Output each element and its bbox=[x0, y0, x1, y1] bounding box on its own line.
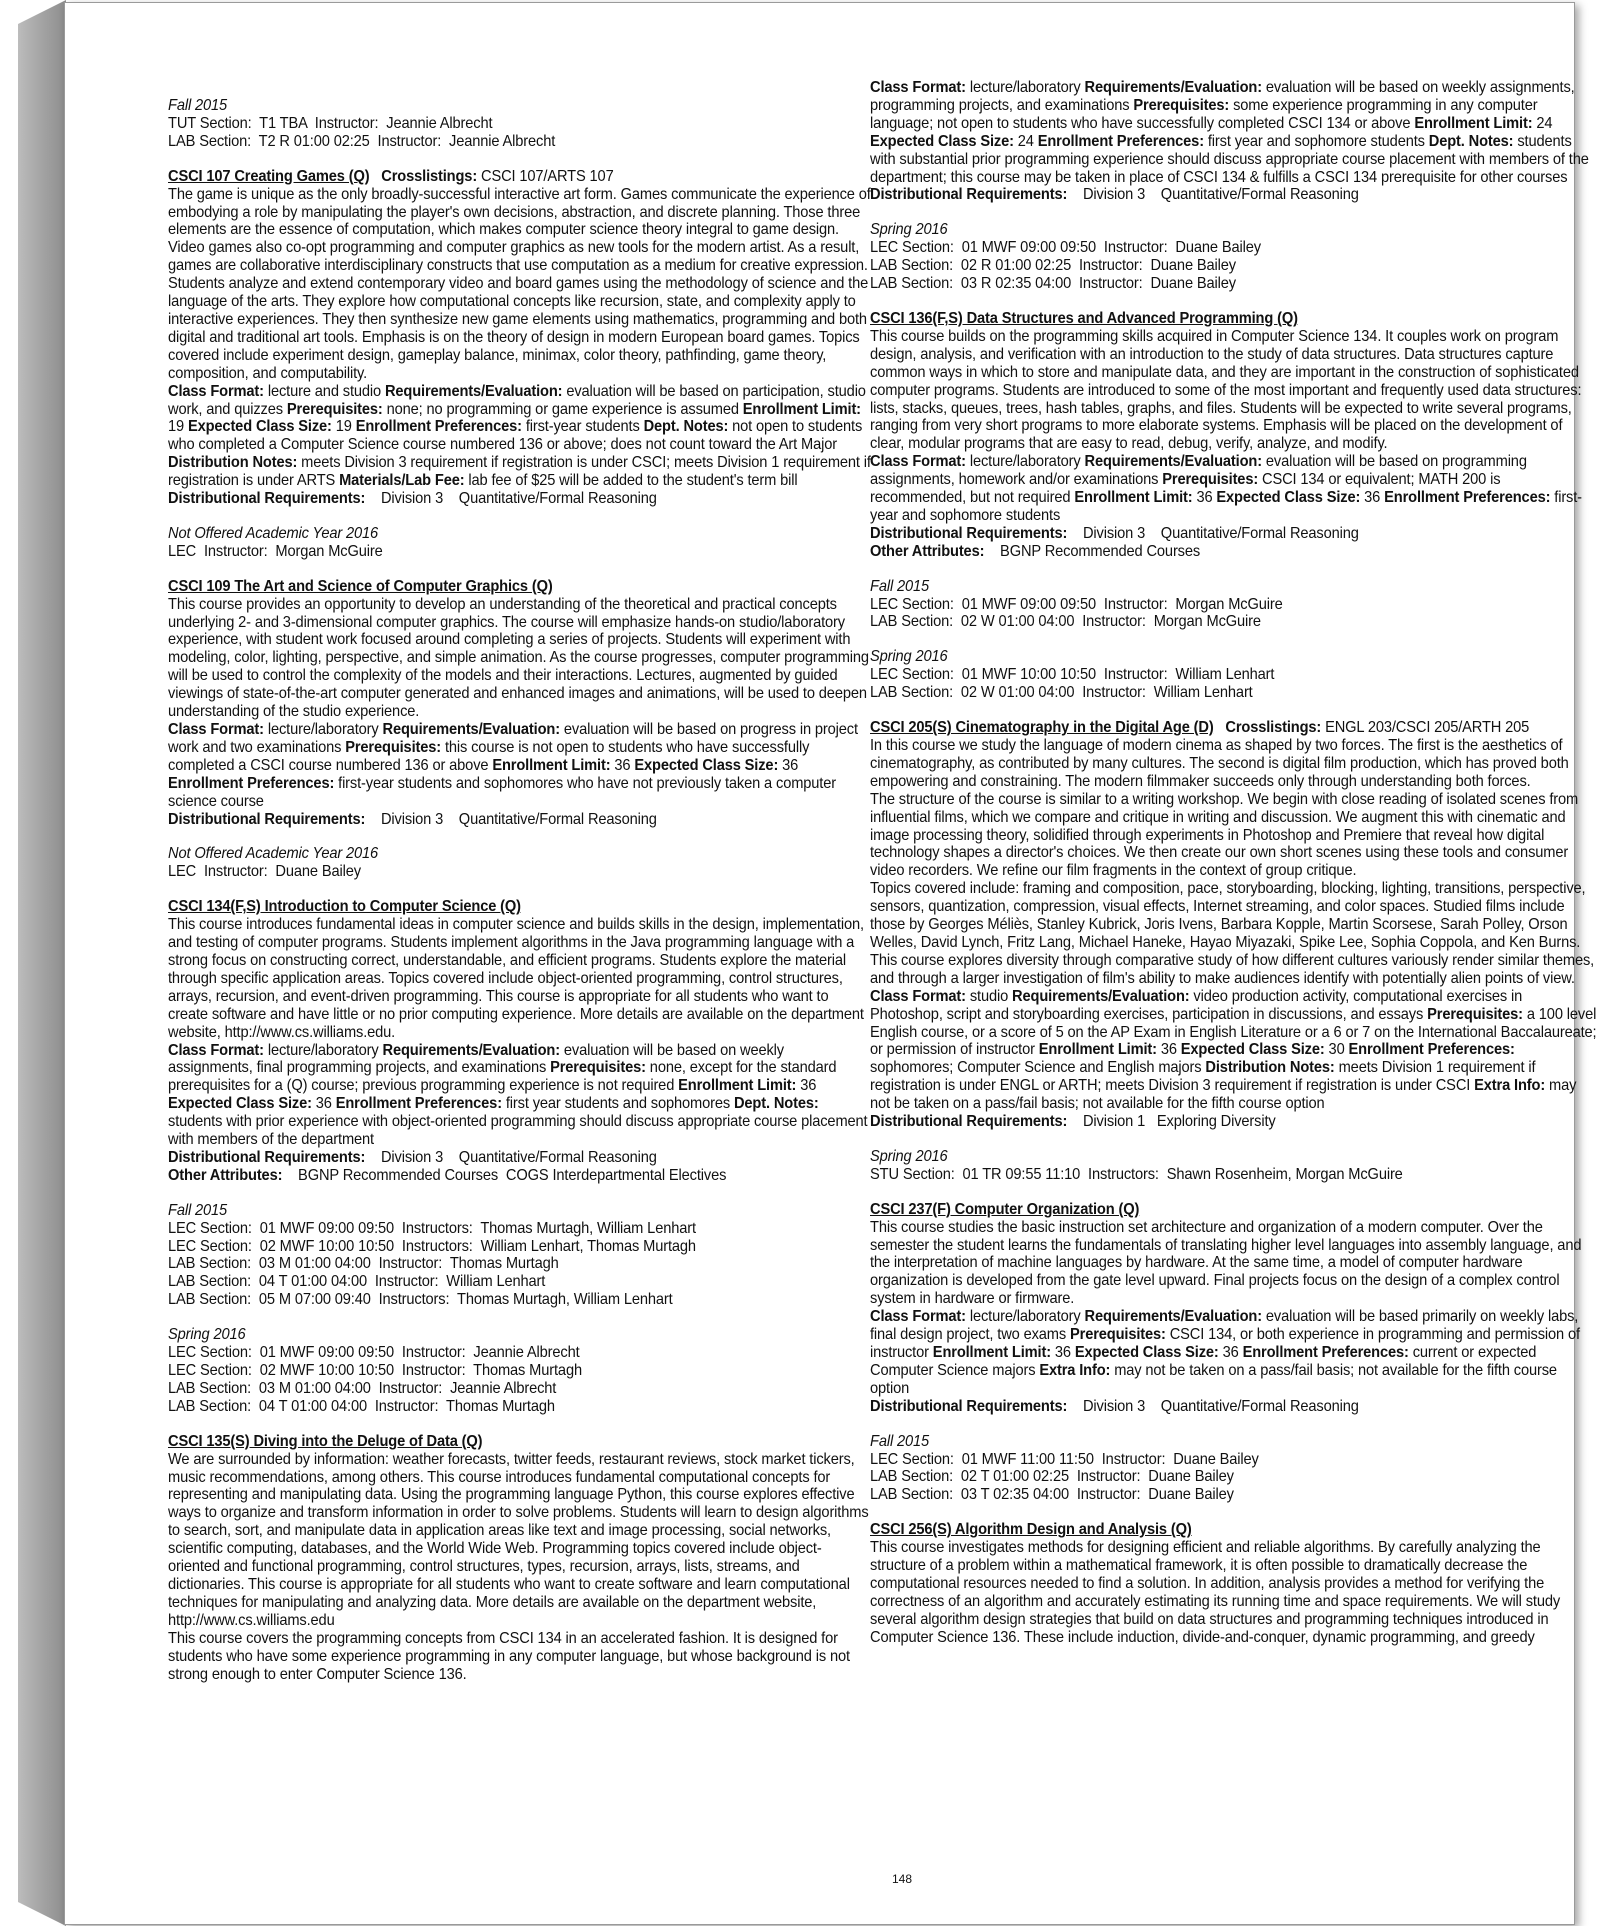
distributional-requirements: Distributional Requirements: Division 3 Quantitative/Formal Reasoning bbox=[168, 490, 657, 508]
course-csci134 bbox=[168, 898, 871, 1185]
course-description-cont: Topics covered include: framing and composition, pace, storyboarding, blocking, lighting, transitions, perspective, sensors, quantization, compression, visual effects, Internet streaming, and color spaces. Studied films include those by Georges Méliès, Stanley Kubrick, Joris Ivens, Barbara Kopple, Martin Scorsese, Sarah Polley, Orson Welles, David Lynch, Fritz Lang, Michael Haneke, Hayao Miyazaki, Spike Lee, Sophia Coppola, and Ken Burns. This course explores diversity through comparative study of how different cultures variously render similar themes, and through a larger investigation of film's ability to make audiences identify with potentially alien points of view. bbox=[870, 880, 1595, 987]
section-line: LEC Section: 01 MWF 10:00 10:50 Instructor: William Lenhart bbox=[870, 666, 1275, 684]
section-line: LAB Section: 03 M 01:00 04:00 Instructor: Jeannie Albrecht bbox=[168, 1379, 557, 1397]
crosslistings-label: Crosslistings: bbox=[1225, 719, 1322, 737]
semester-header: Fall 2015 bbox=[168, 1201, 228, 1219]
course-description: This course builds on the programming skills acquired in Computer Science 134. It couples work on program design, analysis, and verification with an introduction to the study of data structures. Data structures capture common ways in which to store and manipulate data, and they are important in the construction of sophisticated computer programs. Students are introduced to some of the most important and frequently used data structures: lists, stacks, queues, trees, hash tables, graphs, and files. Students will be expected to write several programs, ranging from very short programs to more elaborate systems. Emphasis will be placed on the development of clear, modular programs that are easy to read, debug, verify, analyze, and modify. bbox=[870, 327, 1582, 453]
course-title: CSCI 256(S) Algorithm Design and Analysis (Q) bbox=[870, 1521, 1192, 1539]
section-line: LEC Section: 02 MWF 10:00 10:50 Instructor: Thomas Murtagh bbox=[168, 1362, 582, 1379]
course-details: Class Format: lecture and studio Requirements/Evaluation: evaluation will be based on participation, studio work, and quizzes Prerequisites: none; no programming or game experience is assumed Enrollment Limit: 19 Expected Class Size: 19 Enrollment Preferences: first-year students Dept. Notes: not open to students who completed a Computer Science course numbered 136 or above; does not count toward the Art Major Distribution Notes: meets Division 3 requirement if registration is under CSCI; meets Division 1 requirement if registration is under ARTS Materials/Lab Fee: lab fee of $25 will be added to the student's term bill bbox=[168, 382, 871, 490]
crosslistings-value: ENGL 203/CSCI 205/ARTH 205 bbox=[1321, 719, 1530, 737]
section-line: LAB Section: 05 M 07:00 09:40 Instructors: Thomas Murtagh, William Lenhart bbox=[168, 1291, 673, 1309]
crosslistings-label: Crosslistings: bbox=[381, 167, 478, 185]
course-title: CSCI 205(S) Cinematography in the Digital Age (D) bbox=[870, 719, 1214, 737]
left-column bbox=[168, 97, 871, 1683]
section-line: LEC Section: 01 MWF 11:00 11:50 Instructor: Duane Bailey bbox=[870, 1450, 1259, 1468]
course-csci135 bbox=[168, 1433, 871, 1684]
distributional-requirements: Distributional Requirements: Division 1 Exploring Diversity bbox=[870, 1113, 1276, 1131]
semester-header: Spring 2016 bbox=[870, 648, 948, 666]
section-line: LAB Section: 02 R 01:00 02:25 Instructor: Duane Bailey bbox=[870, 257, 1236, 275]
section-line: LAB Section: 04 T 01:00 04:00 Instructor: Thomas Murtagh bbox=[168, 1397, 555, 1415]
course-title: CSCI 135(S) Diving into the Deluge of Data (Q) bbox=[168, 1432, 483, 1450]
distributional-requirements: Distributional Requirements: Division 3 Quantitative/Formal Reasoning bbox=[168, 810, 657, 828]
distributional-requirements: Distributional Requirements: Division 3 Quantitative/Formal Reasoning bbox=[870, 186, 1359, 204]
semester-header: Not Offered Academic Year 2016 bbox=[168, 845, 379, 863]
course-title: CSCI 237(F) Computer Organization (Q) bbox=[870, 1200, 1140, 1218]
section-line: LEC Section: 01 MWF 09:00 09:50 Instructor: Jeannie Albrecht bbox=[168, 1344, 580, 1362]
semester-header: Fall 2015 bbox=[870, 577, 930, 595]
distributional-requirements: Distributional Requirements: Division 3 Quantitative/Formal Reasoning bbox=[168, 1148, 657, 1166]
section-line: LAB Section: 04 T 01:00 04:00 Instructor: William Lenhart bbox=[168, 1273, 546, 1291]
section-line: LAB Section: 03 M 01:00 04:00 Instructor: Thomas Murtagh bbox=[168, 1255, 559, 1273]
other-attributes: Other Attributes: BGNP Recommended Courses bbox=[870, 542, 1201, 560]
distributional-requirements: Distributional Requirements: Division 3 Quantitative/Formal Reasoning bbox=[870, 524, 1359, 542]
course-title: CSCI 109 The Art and Science of Computer Graphics (Q) bbox=[168, 577, 553, 595]
course-details: Class Format: lecture/laboratory Requirements/Evaluation: evaluation will be based on weekly assignments, final programming projects, and examinations Prerequisites: none, except for the standard prerequisites for a (Q) course; previous programming experience is not required Enrollment Limit: 36 Expected Class Size: 36 Enrollment Preferences: first year students and sophomores Dept. Notes: students with prior experience with object-oriented programming should discuss appropriate course placement with members of the department bbox=[168, 1041, 868, 1149]
course-title: CSCI 134(F,S) Introduction to Computer Science (Q) bbox=[168, 898, 521, 916]
course-details: Class Format: lecture/laboratory Requirements/Evaluation: evaluation will be based on programming assignments, homework and/or examinations Prerequisites: CSCI 134 or equivalent; MATH 200 is recommended, but not required Enrollment Limit: 36 Expected Class Size: 36 Enrollment Preferences: first-year and sophomore students bbox=[870, 453, 1582, 524]
course-description: This course investigates methods for designing efficient and reliable algorithms. By carefully analyzing the structure of a problem within a mathematical framework, it is often possible to dramatically decrease the computational resources needed to find a solution. In addition, analysis provides a method for verifying the correctness of an algorithm and accurately estimating its running time and space requirements. We will study several algorithm design strategies that build on data structures and programming techniques introduced in Computer Science 136. These include induction, divide-and-conquer, dynamic programming, and greedy bbox=[870, 1539, 1561, 1646]
catalog-page bbox=[64, 2, 1597, 1925]
course-title: CSCI 136(F,S) Data Structures and Advanced Programming (Q) bbox=[870, 309, 1298, 327]
crosslistings-value: CSCI 107/ARTS 107 bbox=[477, 167, 614, 185]
page-number: 148 bbox=[892, 1872, 913, 1886]
section-line: LEC Instructor: Morgan McGuire bbox=[168, 542, 383, 560]
course-description: This course provides an opportunity to develop an understanding of the theoretical and practical concepts underlying 2- and 3-dimensional computer graphics. The course will emphasize hands-on studio/laboratory experience, with student work focused around completing a series of projects. Students will experiment with modeling, color, lighting, perspective, and simple animation. As the course progresses, computer programming will be used to control the complexity of the models and their interactions. Lectures, augmented by guided viewings of state-of-the-art computer generated and enhanced images and animations, will be used to deepen understanding of the studio experience. bbox=[168, 595, 869, 721]
course-description: We are surrounded by information: weather forecasts, twitter feeds, restaurant reviews, stock market tickers, music recommendations, among others. This course introduces fundamental computational concepts for representing and manipulating data. Using the programming language Python, this course explores effective ways to organize and transform information in order to solve problems. Students will learn to design algorithms to search, sort, and manipulate data in application areas like text and image processing, social networks, scientific computing, databases, and the World Wide Web. Programming topics covered include object-oriented and functional programming, control structures, types, recursion, arrays, lists, streams, and dictionaries. This course is appropriate for all students who want to create software and learn computational techniques for manipulating and analyzing data. More details are available on the department website, http://www.cs.williams.edu bbox=[168, 1450, 869, 1629]
semester-header: Spring 2016 bbox=[168, 1326, 246, 1344]
course-csci135-continued bbox=[870, 79, 1597, 204]
section-line: LAB Section: T2 R 01:00 02:25 Instructor: Jeannie Albrecht bbox=[168, 132, 556, 150]
section-line: TUT Section: T1 TBA Instructor: Jeannie Albrecht bbox=[168, 114, 493, 132]
semester-header: Fall 2015 bbox=[870, 1432, 930, 1450]
section-line: LEC Section: 01 MWF 09:00 09:50 Instructor: Morgan McGuire bbox=[870, 595, 1283, 613]
section-line: LEC Section: 02 MWF 10:00 10:50 Instructors: William Lenhart, Thomas Murtagh bbox=[168, 1237, 696, 1255]
course-description: In this course we study the language of modern cinema as shaped by two forces. The first is the aesthetics of cinematography, as contributed by many cultures. The second is digital film production, which has proved both empowering and constraining. The modern filmmaker succeeds only through understanding both forces. bbox=[870, 737, 1569, 790]
course-title: CSCI 107 Creating Games (Q) bbox=[168, 167, 370, 185]
course-csci109 bbox=[168, 578, 871, 829]
semester-header: Spring 2016 bbox=[870, 221, 948, 239]
course-description: This course studies the basic instruction set architecture and organization of a modern computer. Over the semester the student learns the fundamentals of translating higher level languages into assembly language, and the interpretation of machine languages by hardware. At the same time, a model of computer hardware organization is developed from the gate level upward. Final projects focus on the design of a complex control system in hardware or firmware. bbox=[870, 1218, 1582, 1308]
course-details: Class Format: studio Requirements/Evaluation: video production activity, computational exercises in Photoshop, script and storyboarding exercises, participation in discussions, and essays Prerequisites: a 100 level English course, or a score of 5 on the AP Exam in English Literature or a 6 or 7 on the International Baccalaureate; or permission of instructor Enrollment Limit: 36 Expected Class Size: 30 Enrollment Preferences: sophomores; Computer Science and English majors Distribution Notes: meets Division 1 requirement if registration is under ENGL or ARTH; meets Division 3 requirement if registration is under CSCI Extra Info: may not be taken on a pass/fail basis; not available for the fifth course option bbox=[870, 987, 1597, 1113]
course-description-cont: This course covers the programming concepts from CSCI 134 in an accelerated fashion. It is designed for students who have some experience programming in any computer language, but whose background is not strong enough to enter Computer Science 136. bbox=[168, 1629, 850, 1683]
section-line: LAB Section: 02 W 01:00 04:00 Instructor: William Lenhart bbox=[870, 684, 1253, 702]
course-csci136 bbox=[870, 310, 1597, 561]
course-csci256 bbox=[870, 1521, 1597, 1646]
semester-header: Fall 2015 bbox=[168, 97, 228, 114]
section-line: LAB Section: 02 W 01:00 04:00 Instructor: Morgan McGuire bbox=[870, 613, 1261, 631]
course-description: The game is unique as the only broadly-successful interactive art form. Games communicate the experience of embodying a role by manipulating the player's own decisions, abstraction, and discrete planning. Those three elements are the essence of computation, which makes computer science theory integral to game design. Video games also co-opt programming and computer graphics as new tools for the modern artist. As a result, games are collaborative interdisciplinary constructs that use computation as a medium for creative expression. Students analyze and extend contemporary video and board games using the methodology of science and the language of the arts. They explore how computational concepts like recursion, state, and complexity apply to interactive experiences. They then synthesize new game elements using mathematics, programming and both digital and traditional art tools. Emphasis is on the theory of design in modern European board games. Topics covered include experiment design, gameplay balance, minimax, color theory, pathfinding, game theory, composition, and computability. bbox=[168, 185, 871, 382]
course-details: Class Format: lecture/laboratory Requirements/Evaluation: evaluation will be based on weekly assignments, programming projects, and examinations Prerequisites: some experience programming in any computer language; not open to students who have successfully completed CSCI 134 or above Enrollment Limit: 24 Expected Class Size: 24 Enrollment Preferences: first year and sophomore students Dept. Notes: students with substantial prior programming experience should discuss appropriate course placement with members of the department; this course may be taken in place of CSCI 134 & fulfills a CSCI 134 prerequisite for other courses bbox=[870, 79, 1589, 186]
semester-header: Not Offered Academic Year 2016 bbox=[168, 524, 379, 542]
course-description: This course introduces fundamental ideas in computer science and builds skills in the design, implementation, and testing of computer programs. Students implement algorithms in the Java programming language with a strong focus on constructing correct, understandable, and efficient programs. Students explore the material through specific application areas. Topics covered include object-oriented programming, control structures, arrays, recursion, and event-driven programming. This course is appropriate for all students who want to create software and have little or no prior computing experience. More details are available on the department website, http://www.cs.williams.edu. bbox=[168, 916, 864, 1041]
section-line: LEC Section: 01 MWF 09:00 09:50 Instructors: Thomas Murtagh, William Lenhart bbox=[168, 1219, 696, 1237]
course-description-cont: The structure of the course is similar to a writing workshop. We begin with close reading of isolated scenes from influential films, which we compare and critique in writing and discussion. We augment this with cinematic and image processing theory, solidified through experiments in Photoshop and Premiere that reveal how digital technology shapes a director's choices. We then create our own short scenes using these tools and consumer video recorders. We refine our film fragments in the context of group critique. bbox=[870, 790, 1579, 880]
section-line: STU Section: 01 TR 09:55 11:10 Instructors: Shawn Rosenheim, Morgan McGuire bbox=[870, 1165, 1403, 1183]
course-csci205 bbox=[870, 719, 1597, 1131]
book-spine bbox=[0, 0, 66, 1926]
distributional-requirements: Distributional Requirements: Division 3 Quantitative/Formal Reasoning bbox=[870, 1397, 1359, 1415]
section-line: LAB Section: 02 T 01:00 02:25 Instructor: Duane Bailey bbox=[870, 1468, 1234, 1486]
course-details: Class Format: lecture/laboratory Requirements/Evaluation: evaluation will be based primarily on weekly labs, final design project, two exams Prerequisites: CSCI 134, or both experience in programming and permission of instructor Enrollment Limit: 36 Expected Class Size: 36 Enrollment Preferences: current or expected Computer Science majors Extra Info: may not be taken on a pass/fail basis; not available for the fifth course option bbox=[870, 1308, 1580, 1397]
course-details: Class Format: lecture/laboratory Requirements/Evaluation: evaluation will be based on progress in project work and two examinations Prerequisites: this course is not open to students who have successfully completed a CSCI course numbered 136 or above Enrollment Limit: 36 Expected Class Size: 36 Enrollment Preferences: first-year students and sophomores who have not previously taken a computer science course bbox=[168, 721, 858, 810]
section-line: LEC Section: 01 MWF 09:00 09:50 Instructor: Duane Bailey bbox=[870, 239, 1261, 257]
section-line: LAB Section: 03 R 02:35 04:00 Instructor: Duane Bailey bbox=[870, 275, 1236, 293]
course-csci107 bbox=[168, 168, 871, 508]
other-attributes: Other Attributes: BGNP Recommended Courses COGS Interdepartmental Electives bbox=[168, 1166, 727, 1184]
section-line: LAB Section: 03 T 02:35 04:00 Instructor: Duane Bailey bbox=[870, 1486, 1234, 1504]
section-line: LEC Instructor: Duane Bailey bbox=[168, 863, 361, 881]
course-csci237 bbox=[870, 1201, 1597, 1416]
semester-header: Spring 2016 bbox=[870, 1147, 948, 1165]
right-column bbox=[870, 79, 1597, 1647]
